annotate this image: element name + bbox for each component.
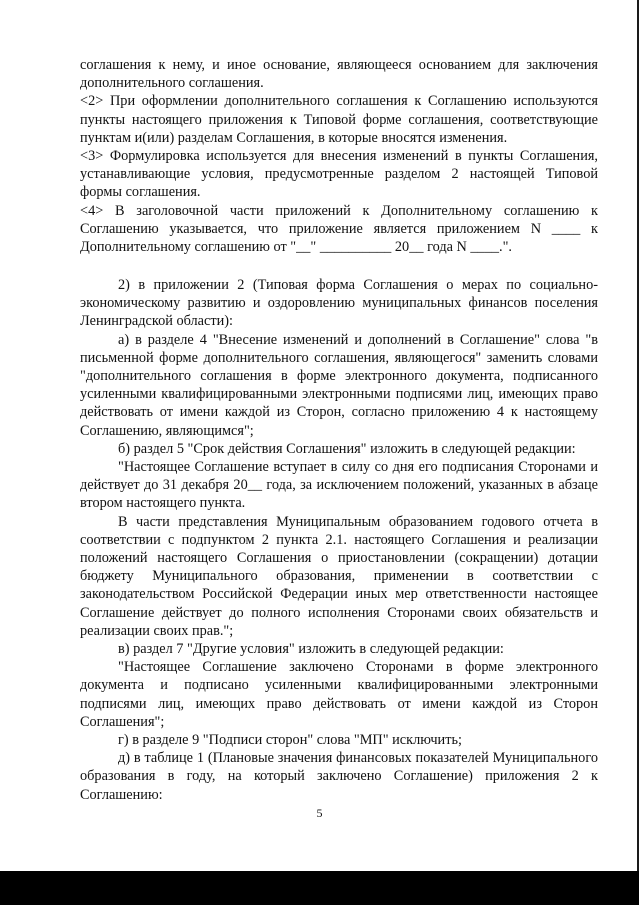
footnote-4: <4> В заголовочной части приложений к Дополнительному соглашению к Соглашению указывается, что приложение является приложением N ____ к Дополнительному соглашению от "__" __________ 20__ года N ____.". [80,202,598,256]
subitem-b: б) раздел 5 "Срок действия Соглашения" изложить в следующей редакции: [118,440,576,457]
subitem-d: д) в таблице 1 (Плановые значения финансовых показателей Муниципального образования в году, на который заключено Соглашение) приложения 2 к Соглашению: [80,750,598,803]
quote-section-5-para-1: "Настоящее Соглашение вступает в силу со дня его подписания Сторонами и действует до 31 декабря 20__ года, за исключением положений, указанных в абзаце втором настоящего пункта. [80,459,598,512]
footnote-continuation: соглашения к нему, и иное основание, являющееся основанием для заключения дополнительного соглашения. [80,57,598,92]
footnote-2: <2> При оформлении дополнительного соглашения к Соглашению используются пункты настоящего приложения к Типовой форме соглашения, соответствующие пунктам и(или) разделам Соглашения, в которые вносятся изменения. [80,93,598,146]
subitem-g: г) в разделе 9 "Подписи сторон" слова "МП" исключить; [118,732,462,749]
footnotes-section [80,56,598,256]
main-body [80,276,598,804]
subitem-a: а) в разделе 4 "Внесение изменений и дополнений в Соглашение" слова "в письменной форме дополнительного соглашения, являющегося" заменить словами "дополнительного соглашения в форме электронного документа, подписанного усиленными квалифицированными электронными подписями лиц, имеющих право действовать от имени каждой из Сторон, согласно приложению 4 к настоящему Соглашению, являющимся"; [80,331,598,439]
quote-section-5-para-2: В части представления Муниципальным образованием годового отчета в соответствии с подпунктом 2 пункта 2.1. настоящего Соглашения и реализации положений настоящего Соглашения о приостановлении (сокращении) дотации бюджету Муниципального образования, применении в соответствии с законодательством Российской Федерации иных мер ответственности настоящее Соглашение действует до полного исполнения Сторонами своих обязательств и реализации своих прав."; [80,513,598,639]
footnote-3: <3> Формулировка используется для внесения изменений в пункты Соглашения, устанавливающие условия, предусмотренные разделом 2 настоящей Типовой формы соглашения. [80,148,598,201]
quote-section-7: "Настоящее Соглашение заключено Сторонами в форме электронного документа и подписано усиленными квалифицированными электронными подписями лиц, имеющих право действовать от имени каждой из Сторон Соглашения"; [80,659,598,730]
item-2-intro: 2) в приложении 2 (Типовая форма Соглашения о мерах по социально-экономическому развитию и оздоровлению муниципальных финансов поселения Ленинградской области): [80,277,598,330]
scan-bottom-border [0,871,639,905]
subitem-v: в) раздел 7 "Другие условия" изложить в следующей редакции: [118,641,504,658]
page-number: 5 [316,806,323,820]
